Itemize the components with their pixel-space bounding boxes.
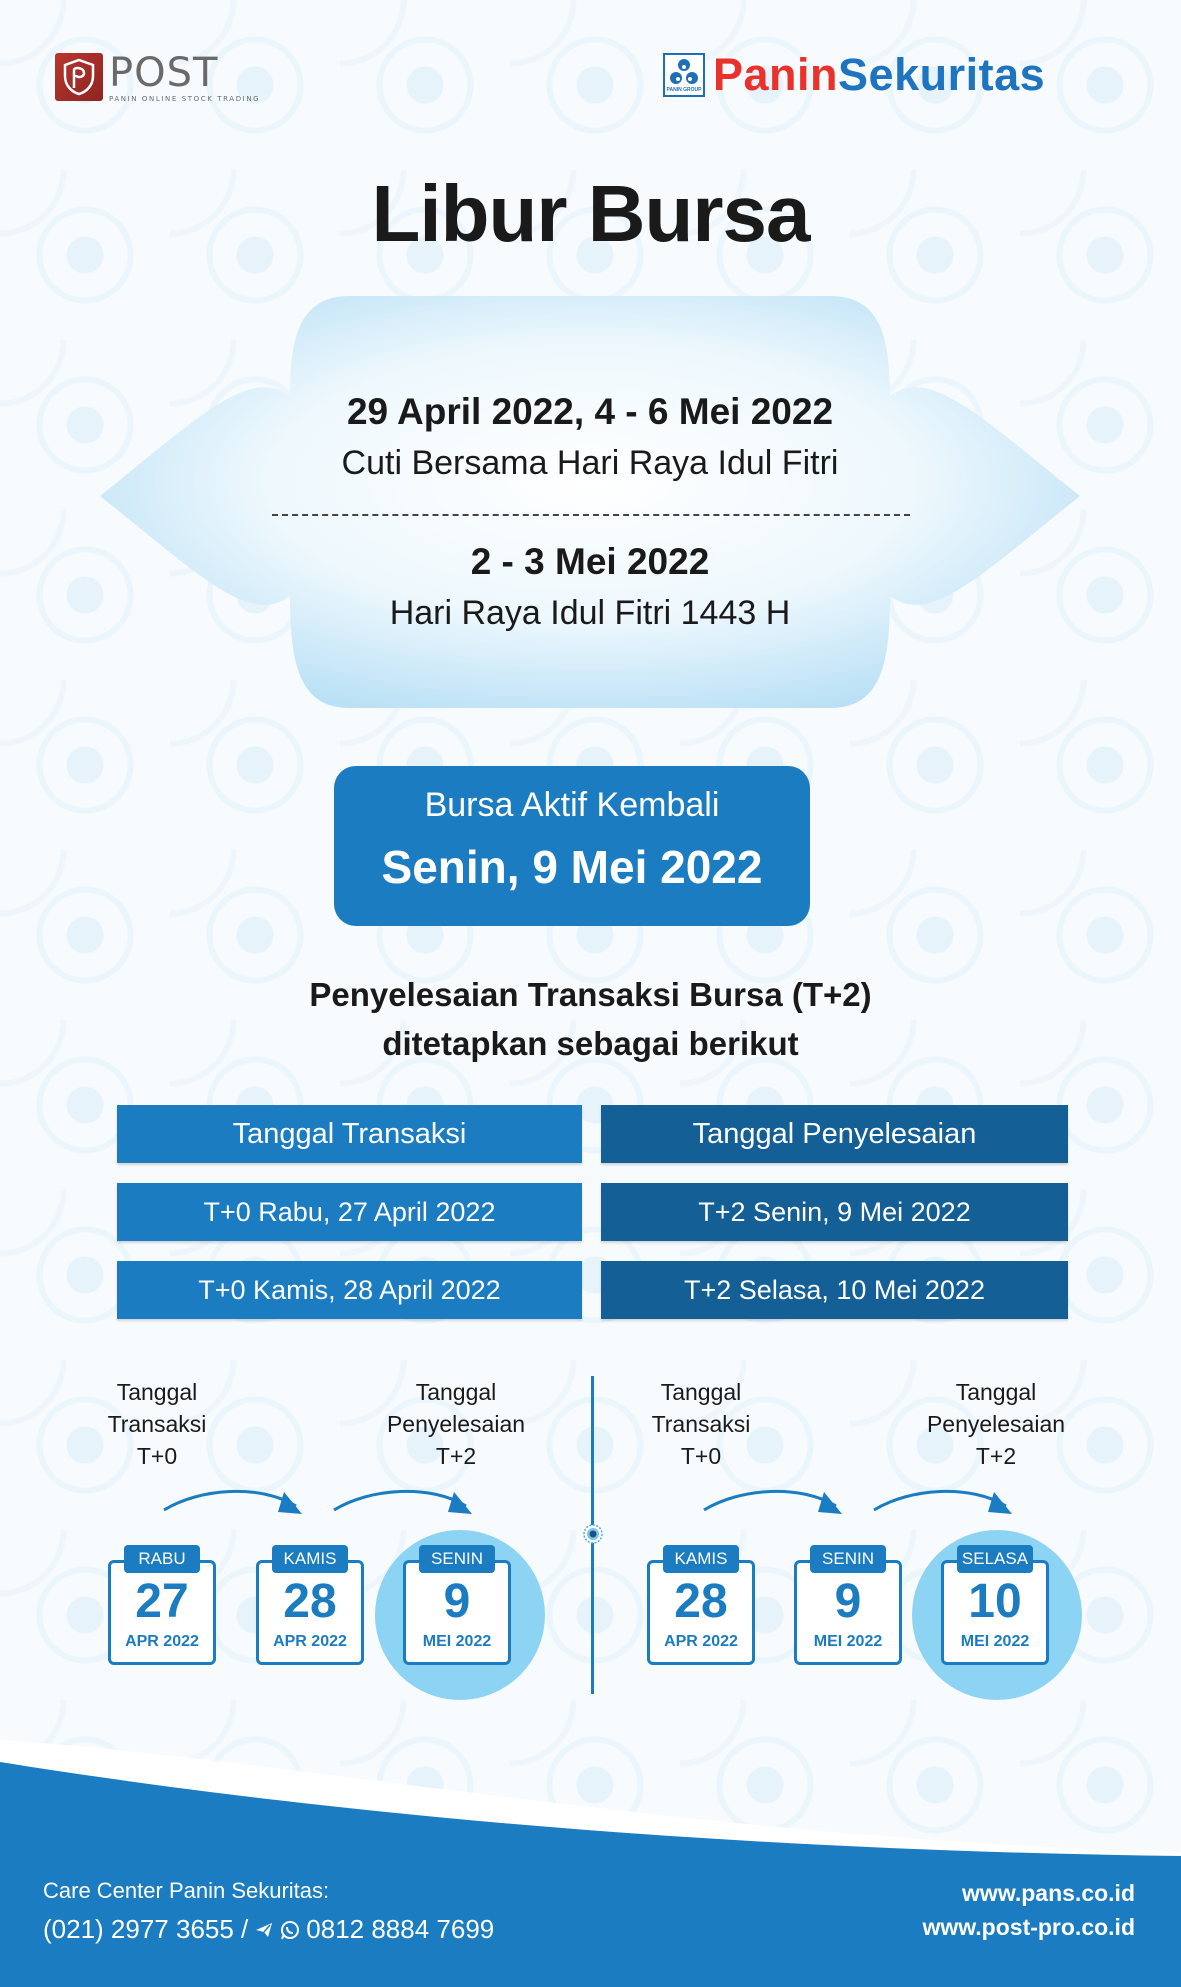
- ornament-icon: [583, 1524, 603, 1544]
- care-center-phone: [43, 1914, 494, 1945]
- label-line: Tanggal: [415, 1379, 497, 1405]
- holiday-2-dates: 2 - 3 Mei 2022: [470, 541, 710, 582]
- calendar-month: APR 2022: [273, 1633, 347, 1650]
- calendar-month: MEI 2022: [813, 1633, 883, 1650]
- market-reopen-banner: [334, 766, 810, 926]
- holiday-1-dates: 29 April 2022, 4 - 6 Mei 2022: [346, 391, 834, 432]
- calendar-weekday: SENIN: [419, 1545, 495, 1573]
- calendar-weekday: RABU: [124, 1545, 200, 1573]
- table-header-settlement-date: Tanggal Penyelesaian: [601, 1105, 1068, 1163]
- timeline-1-start-label: [57, 1376, 257, 1472]
- calendar-icon: [794, 1549, 902, 1665]
- timeline-1-end-label: [356, 1376, 556, 1472]
- table-header-transaction-date: Tanggal Transaksi: [117, 1105, 582, 1163]
- calendar-month: MEI 2022: [960, 1633, 1030, 1650]
- label-line: Tanggal: [955, 1379, 1037, 1405]
- arrow-right-icon: [330, 1480, 480, 1520]
- care-center-label: Care Center Panin Sekuritas:: [43, 1878, 330, 1903]
- calendar-weekday: KAMIS: [272, 1545, 348, 1573]
- calendar-icon: [941, 1549, 1049, 1665]
- calendar-icon: [403, 1549, 511, 1665]
- settlement-title-line1: Penyelesaian Transaksi Bursa (T+2): [309, 976, 872, 1013]
- calendar-month: APR 2022: [125, 1633, 199, 1650]
- arrow-right-icon: [700, 1480, 850, 1520]
- footer-background: [0, 1740, 1181, 1987]
- calendar-month: APR 2022: [664, 1633, 738, 1650]
- market-reopen-label: Bursa Aktif Kembali: [424, 786, 720, 824]
- panin-logo-part2: Sekuritas: [838, 49, 1046, 100]
- timeline-2-start-label: [601, 1376, 801, 1472]
- post-logo-tagline: PANIN ONLINE STOCK TRADING: [109, 95, 261, 103]
- calendar-weekday: KAMIS: [663, 1545, 739, 1573]
- label-line: Penyelesaian: [926, 1411, 1066, 1437]
- panin-group-label: PANIN GROUP: [666, 87, 702, 93]
- market-reopen-date: Senin, 9 Mei 2022: [381, 841, 763, 893]
- calendar-weekday: SENIN: [810, 1545, 886, 1573]
- calendar-month: MEI 2022: [422, 1633, 492, 1650]
- phone-number[interactable]: (021) 2977 3655 /: [43, 1914, 249, 1944]
- website-link-pans[interactable]: www.pans.co.id: [962, 1880, 1135, 1906]
- panin-group-icon: [663, 53, 705, 97]
- table-cell: T+0 Rabu, 27 April 2022: [117, 1183, 582, 1241]
- calendar-day: 27: [135, 1575, 189, 1628]
- holiday-1-description: Cuti Bersama Hari Raya Idul Fitri: [341, 444, 839, 482]
- table-cell: T+2 Selasa, 10 Mei 2022: [601, 1261, 1068, 1319]
- calendar-day: 28: [283, 1575, 337, 1628]
- panin-sekuritas-logo: [663, 49, 1045, 101]
- label-line: Tanggal: [116, 1379, 198, 1405]
- label-line: T+2: [435, 1443, 477, 1469]
- settlement-title-line2: ditetapkan sebagai berikut: [382, 1025, 799, 1062]
- arrow-right-icon: [160, 1480, 310, 1520]
- post-logo-text: POST: [109, 50, 219, 96]
- timeline-2-end-label: [896, 1376, 1096, 1472]
- label-line: Transaksi: [107, 1411, 207, 1437]
- calendar-day: 10: [968, 1575, 1022, 1628]
- page-title: Libur Bursa: [371, 169, 810, 258]
- label-line: T+0: [136, 1443, 178, 1469]
- label-line: Tanggal: [660, 1379, 742, 1405]
- calendar-day: 9: [834, 1575, 862, 1628]
- holiday-divider: [272, 514, 910, 516]
- post-shield-icon: [55, 53, 103, 101]
- whatsapp-icon: [280, 1920, 300, 1940]
- calendar-day: 28: [674, 1575, 728, 1628]
- table-cell: T+2 Senin, 9 Mei 2022: [601, 1183, 1068, 1241]
- table-cell: T+0 Kamis, 28 April 2022: [117, 1261, 582, 1319]
- calendar-icon: [108, 1549, 216, 1665]
- panin-logo-part1: Panin: [713, 49, 839, 100]
- calendar-icon: [256, 1549, 364, 1665]
- label-line: T+0: [680, 1443, 722, 1469]
- holiday-2-description: Hari Raya Idul Fitri 1443 H: [389, 594, 791, 632]
- arrow-right-icon: [870, 1480, 1020, 1520]
- mobile-number[interactable]: 0812 8884 7699: [306, 1914, 495, 1944]
- post-logo: [55, 50, 261, 103]
- label-line: T+2: [975, 1443, 1017, 1469]
- label-line: Transaksi: [651, 1411, 751, 1437]
- telegram-icon: [254, 1920, 274, 1940]
- label-line: Penyelesaian: [386, 1411, 526, 1437]
- holiday-panel: [100, 296, 1080, 708]
- website-link-post-pro[interactable]: www.post-pro.co.id: [922, 1914, 1135, 1940]
- calendar-weekday: SELASA: [957, 1545, 1033, 1573]
- calendar-icon: [647, 1549, 755, 1665]
- calendar-day: 9: [443, 1575, 471, 1628]
